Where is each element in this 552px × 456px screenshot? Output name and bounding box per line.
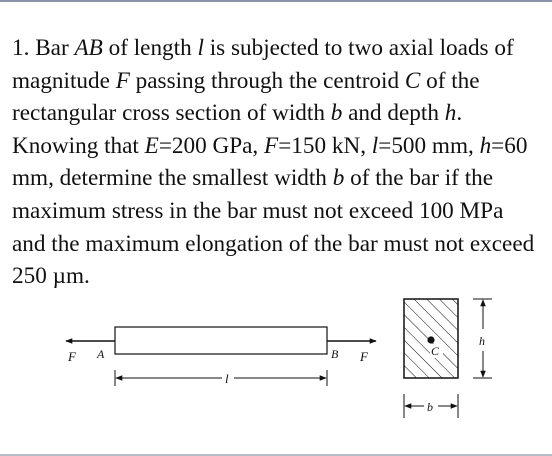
cross-section-diagram	[404, 299, 492, 418]
problem-text: and depth	[342, 100, 445, 127]
length-label: l	[225, 371, 229, 386]
problem-number-intro: 1. Bar	[12, 35, 75, 61]
depth-value: =60 mm, determine the smallest width	[12, 132, 528, 192]
width-symbol: b	[332, 165, 345, 192]
centroid-label: C	[431, 344, 440, 358]
bar-name: AB	[74, 35, 103, 61]
right-force-label: F	[360, 349, 368, 364]
end-a-label: A	[97, 347, 105, 361]
left-force-label: F	[68, 349, 76, 364]
problem-text: of the bar if the maximum stress in the bar must not exceed 100 MPa and the maximum elongation of the bar must not exceed 250 µm.	[12, 165, 535, 290]
problem-text: is subjected to two axial loads of magnitude	[12, 35, 514, 94]
centroid-dot	[427, 336, 434, 343]
problem-text: of length	[102, 35, 198, 61]
centroid-symbol: C	[404, 67, 421, 94]
bar-body	[115, 327, 327, 354]
problem-text: of the rectangular cross section of width	[12, 67, 480, 127]
depth-symbol: h	[479, 132, 492, 159]
problem-text: . Knowing that	[12, 100, 463, 159]
end-b-label: B	[331, 347, 339, 361]
modulus-value: =200 GPa,	[158, 132, 265, 159]
length-symbol: l	[371, 132, 379, 159]
width-label: b	[427, 400, 433, 414]
force-symbol: F	[115, 67, 130, 94]
force-symbol: F	[264, 132, 279, 159]
problem-text: passing through the centroid	[129, 67, 405, 94]
force-value: =150 kN,	[278, 132, 372, 159]
length-symbol: l	[197, 35, 204, 61]
axial-bar-diagram	[66, 327, 376, 386]
length-value: =500 mm,	[378, 132, 480, 159]
depth-label: h	[479, 334, 485, 348]
depth-symbol: h	[444, 100, 457, 127]
modulus-symbol: E	[144, 132, 159, 159]
width-symbol: b	[330, 100, 343, 127]
